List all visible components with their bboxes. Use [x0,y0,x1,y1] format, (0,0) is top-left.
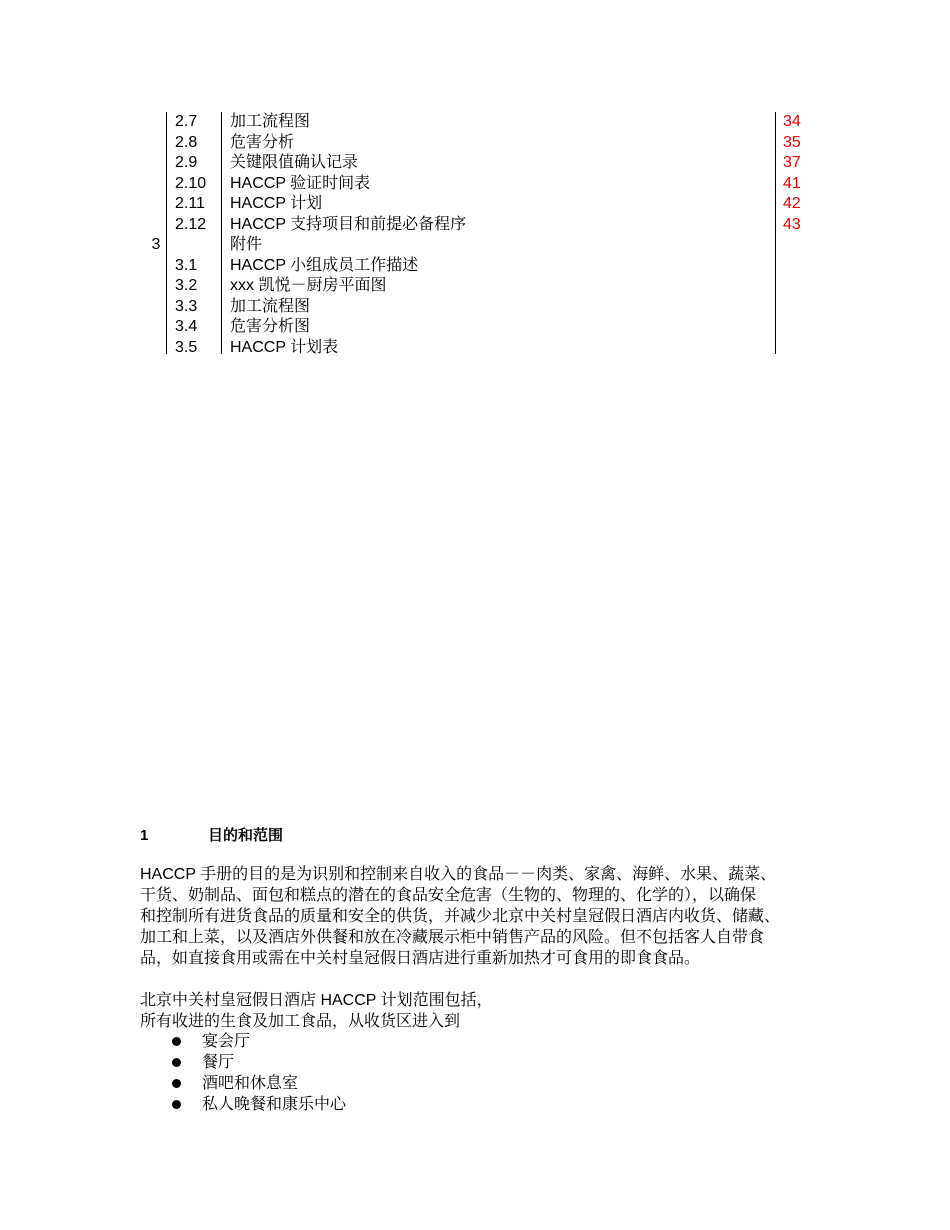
toc-chapter-number [146,215,166,235]
toc-chapter-number [146,317,166,337]
toc-section-number: 2.12 [175,215,207,233]
paragraph-line: 品，如直接食用或需在中关村皇冠假日酒店进行重新加热才可食用的即食食品。 [140,950,701,967]
toc-page-number [783,276,823,296]
toc-section-number: 3.1 [175,256,198,274]
paragraph-line: 所有收进的生食及加工食品，从收货区进入到 [140,1013,461,1030]
toc-page-number: 43 [783,215,801,233]
toc-section-number: 2.9 [175,154,198,171]
list-item [140,1052,346,1073]
list-item-label: 酒吧和休息室 [202,1075,299,1092]
list-item [140,1073,346,1094]
paragraph-line: 北京中关村皇冠假日酒店 HACCP 计划范围包括， [140,992,493,1009]
toc-page-number [783,297,823,317]
toc-chapter-number [146,276,166,296]
toc-chapter-number [146,174,166,194]
purpose-paragraph [140,864,820,969]
toc-divider-line [166,112,167,354]
toc-section-number: 2.11 [175,195,205,212]
section-title: 目的和范围 [208,827,284,844]
toc-page-number: 34 [783,113,801,130]
toc-chapter-number [146,297,166,317]
toc-section-number [175,235,221,255]
paragraph-line: 干货、奶制品、面包和糕点的潜在的食品安全危害（生物的、物理的、化学的），以确保 [140,887,757,904]
toc-page-number [783,338,823,358]
toc-page-number [783,317,823,337]
toc-entry-title: 危害分析 [230,133,295,151]
toc-divider-line [775,112,776,354]
toc-chapter-number: 3 [151,236,161,253]
toc-entry-title: HACCP 小组成员工作描述 [230,256,419,274]
paragraph-line: HACCP 手册的目的是为识别和控制来自收入的食品－－肉类、家禽、海鲜、水果、蔬菜、 [140,866,777,883]
toc-page-number: 42 [783,195,801,212]
bullet-dot-icon [172,1079,181,1088]
toc-section-number: 2.7 [175,113,198,130]
toc-section-number: 3.2 [175,277,198,294]
list-item-label: 餐厅 [202,1054,235,1071]
toc-entry-title: 附件 [230,236,263,253]
toc-chapter-number [146,153,166,173]
toc-entry-title: 危害分析图 [230,318,311,335]
toc-section-number: 3.4 [175,318,198,335]
paragraph-line: 加工和上菜，以及酒店外供餐和放在冷藏展示柜中销售产品的风险。但不包括客人自带食 [140,929,765,946]
toc-section-number: 2.8 [175,133,198,151]
toc-page-number [783,235,823,255]
toc-page-number: 35 [783,133,801,151]
list-item-label: 私人晚餐和康乐中心 [202,1096,347,1113]
list-item [140,1094,346,1115]
toc-divider-line [221,112,222,354]
section-number: 1 [140,827,149,844]
toc-page-number [783,256,823,276]
list-item-label: 宴会厅 [202,1033,251,1050]
toc-chapter-number [146,133,166,153]
toc-entry-title: HACCP 验证时间表 [230,174,371,192]
scope-bullet-list [140,1031,346,1115]
section-heading [140,826,283,846]
toc-chapter-number [146,112,166,132]
scope-paragraph [140,990,820,1032]
paragraph-line: 和控制所有进货食品的质量和安全的供货，并减少北京中关村皇冠假日酒店内收货、储藏、 [140,908,781,925]
toc-section-number: 2.10 [175,174,207,192]
toc-entry-title: HACCP 计划表 [230,338,339,356]
toc-page-number: 37 [783,154,801,171]
bullet-dot-icon [172,1037,181,1046]
toc-entry-title: 关键限值确认记录 [230,154,359,171]
toc-page-number: 41 [783,174,801,192]
bullet-dot-icon [172,1058,181,1067]
toc-section-number: 3.5 [175,338,198,356]
toc-chapter-number [146,256,166,276]
toc-chapter-number [146,194,166,214]
toc-entry-title: 加工流程图 [230,113,311,130]
toc-section-number: 3.3 [175,297,198,315]
toc-entry-title: HACCP 支持项目和前提必备程序 [230,215,467,233]
table-of-contents [0,0,950,360]
toc-chapter-number [146,338,166,358]
bullet-dot-icon [172,1100,181,1109]
toc-entry-title: 加工流程图 [230,297,311,315]
toc-entry-title: HACCP 计划 [230,195,323,212]
list-item [140,1031,346,1052]
toc-entry-title: xxx 凯悦－厨房平面图 [230,277,387,294]
